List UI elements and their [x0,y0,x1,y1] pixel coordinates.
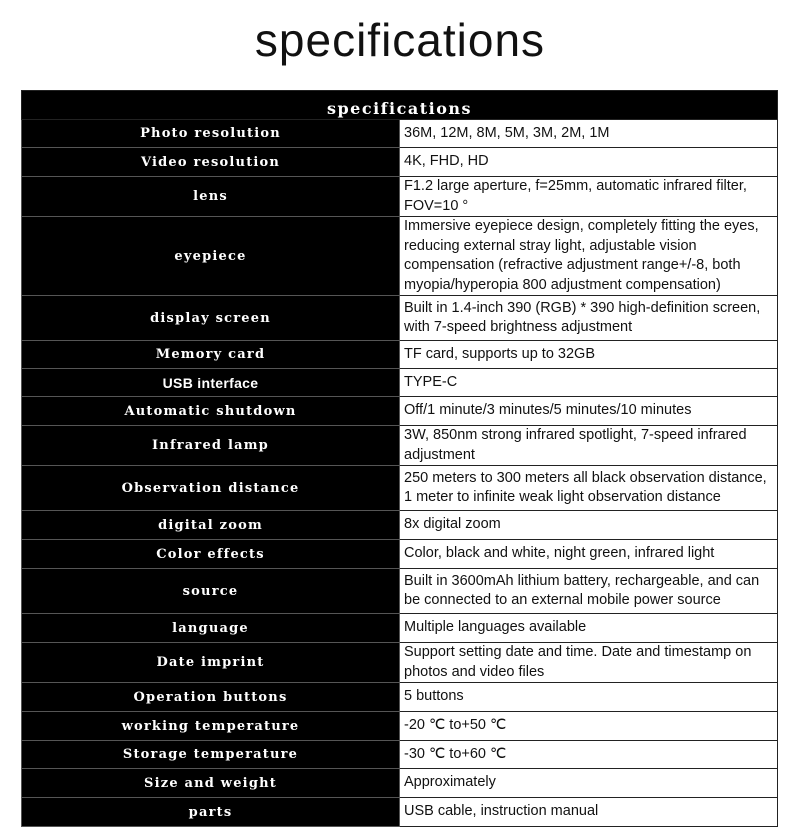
row-label: Video resolution [22,148,400,177]
table-row [22,614,778,643]
row-value: -30 ℃ to+60 ℃ [400,741,778,769]
row-label: digital zoom [22,511,400,540]
row-label: language [22,614,400,643]
row-value: 5 buttons [400,683,778,712]
page-title: specifications [254,14,546,66]
table-row [22,369,778,397]
row-label: working temperature [22,712,400,741]
row-label: Size and weight [22,769,400,798]
row-label: Memory card [22,341,400,369]
row-label: Photo resolution [22,120,400,148]
row-value: Support setting date and time. Date and timestamp on photos and video files [400,643,778,683]
table-row [22,217,778,296]
row-value: 36M, 12M, 8M, 5M, 3M, 2M, 1M [400,120,778,148]
row-value: Built in 3600mAh lithium battery, rechargeable, and can be connected to an external mobile power source [400,569,778,614]
table-row [22,712,778,741]
table-row [22,296,778,341]
row-label: USB interface [22,369,400,397]
row-value: Multiple languages available [400,614,778,643]
row-value: Built in 1.4-inch 390 (RGB) * 390 high-definition screen, with 7-speed brightness adjustment [400,296,778,341]
row-value: Immersive eyepiece design, completely fitting the eyes, reducing external stray light, adjustable vision compensation (refractive adjustment range+/-8, both myopia/hyperopia 800 adjustment compensation) [400,217,778,296]
row-value: TF card, supports up to 32GB [400,341,778,369]
row-value: Color, black and white, night green, infrared light [400,540,778,569]
row-label: Infrared lamp [22,426,400,466]
table-row [22,769,778,798]
row-value: TYPE-C [400,369,778,397]
row-value: -20 ℃ to+50 ℃ [400,712,778,741]
table-header: specifications [22,91,778,120]
row-value: USB cable, instruction manual [400,798,778,827]
table-row [22,798,778,827]
specifications-table [21,90,778,827]
table-row [22,741,778,769]
row-value: 8x digital zoom [400,511,778,540]
table-row [22,466,778,511]
row-value: 4K, FHD, HD [400,148,778,177]
table-row [22,148,778,177]
row-label: Operation buttons [22,683,400,712]
table-row [22,120,778,148]
row-value: F1.2 large aperture, f=25mm, automatic infrared filter, FOV=10 ° [400,177,778,217]
row-label: Automatic shutdown [22,397,400,426]
table-header-row [22,91,778,120]
table-row [22,177,778,217]
row-label: Observation distance [22,466,400,511]
row-label: display screen [22,296,400,341]
table-row [22,643,778,683]
row-value: 3W, 850nm strong infrared spotlight, 7-speed infrared adjustment [400,426,778,466]
row-value: 250 meters to 300 meters all black observation distance, 1 meter to infinite weak light observation distance [400,466,778,511]
row-label: lens [22,177,400,217]
row-label: Color effects [22,540,400,569]
row-value: Off/1 minute/3 minutes/5 minutes/10 minutes [400,397,778,426]
table-row [22,683,778,712]
table-row [22,426,778,466]
table-row [22,341,778,369]
table-row [22,511,778,540]
table-row [22,397,778,426]
row-value: Approximately [400,769,778,798]
row-label: eyepiece [22,217,400,296]
row-label: source [22,569,400,614]
row-label: Storage temperature [22,741,400,769]
row-label: parts [22,798,400,827]
table-row [22,569,778,614]
row-label: Date imprint [22,643,400,683]
table-row [22,540,778,569]
